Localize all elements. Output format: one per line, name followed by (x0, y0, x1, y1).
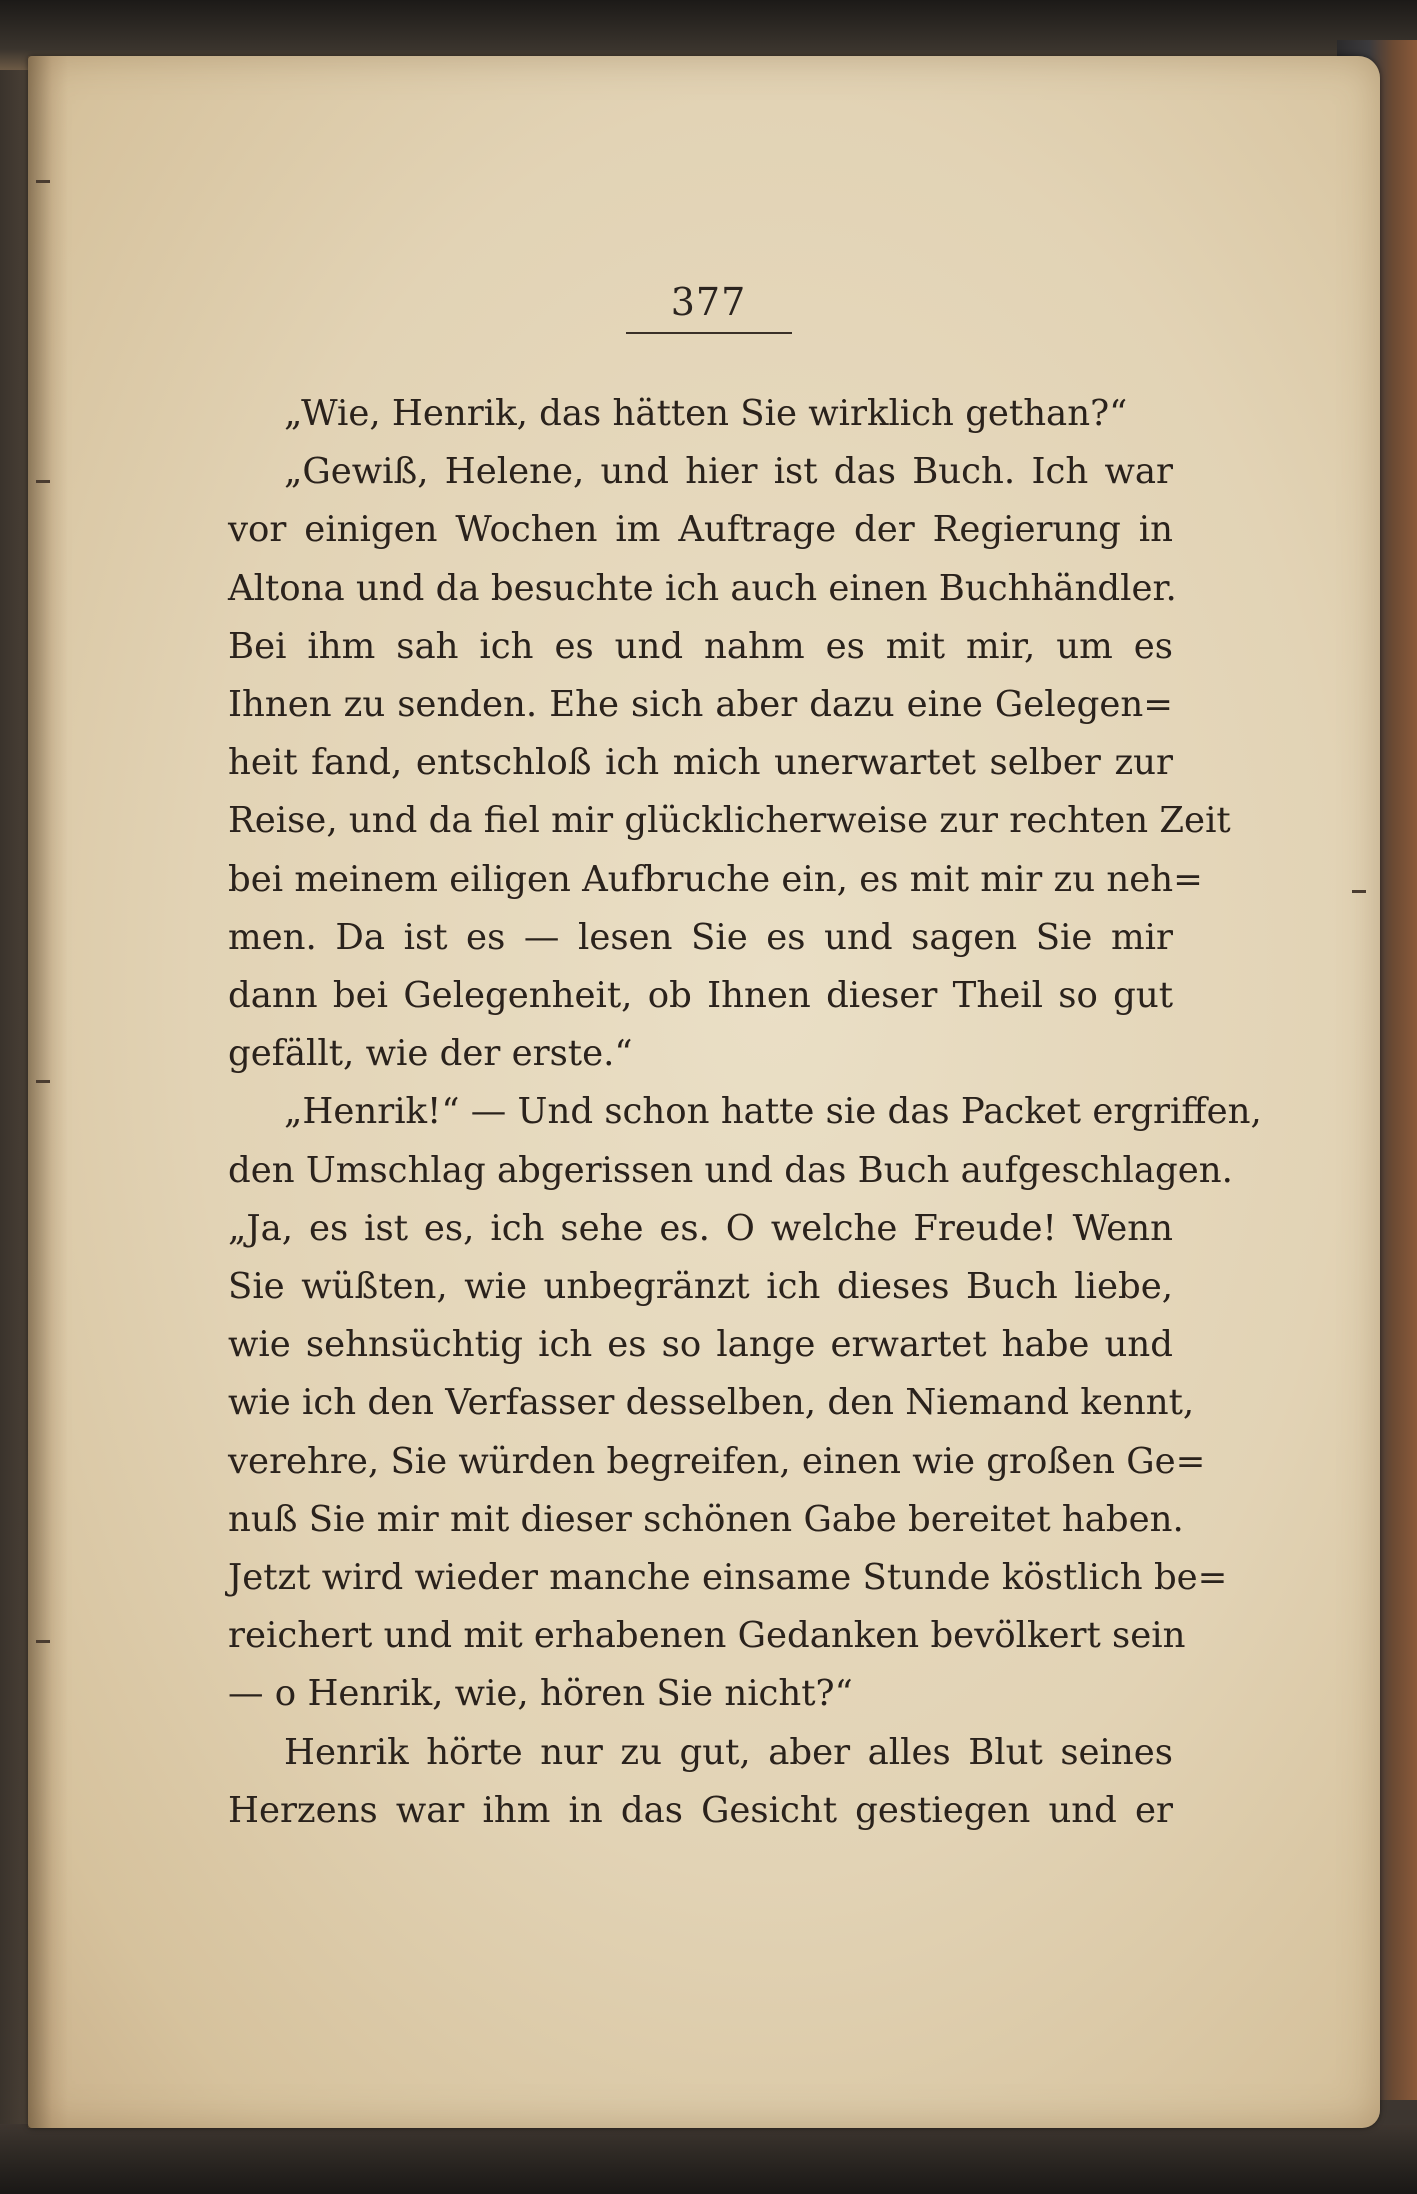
text-line: Ihnen zu senden. Ehe sich aber dazu eine Gelegen= (228, 684, 1173, 726)
edge-mark (1352, 890, 1366, 893)
text-line: gefällt, wie der erste.“ (228, 1033, 633, 1075)
text-line: — o Henrik, wie, hören Sie nicht?“ (228, 1673, 853, 1715)
edge-mark (36, 1080, 50, 1083)
text-line: Reise, und da fiel mir glücklicherweise zur rechten Zeit (228, 800, 1231, 842)
text-line: nuß Sie mir mit dieser schönen Gabe bereitet haben. (228, 1498, 1184, 1540)
text-line: „Gewiß, Helene, und hier ist das Buch. Ich war (284, 451, 1173, 493)
text-line: Jetzt wird wieder manche einsame Stunde köstlich be= (228, 1557, 1228, 1599)
text-line: Altona und da besuchte ich auch einen Buchhändler. (228, 567, 1177, 609)
text-line: Henrik hörte nur zu gut, aber alles Blut seines (284, 1731, 1173, 1773)
text-line: „Wie, Henrik, das hätten Sie wirklich gethan?“ (284, 393, 1128, 434)
edge-mark (36, 1640, 50, 1643)
text-line: wie ich den Verfasser desselben, den Niemand kennt, (228, 1382, 1195, 1424)
text-line: bei meinem eiligen Aufbruche ein, es mit mir zu neh= (228, 858, 1203, 900)
text-line: „Henrik!“ — Und schon hatte sie das Packet ergriffen, (284, 1091, 1262, 1133)
edge-mark (36, 480, 50, 483)
text-line: Sie wüßten, wie unbegränzt ich dieses Buch liebe, (228, 1266, 1173, 1308)
text-line: reichert und mit erhabenen Gedanken bevölkert sein (228, 1615, 1186, 1657)
text-line: Herzens war ihm in das Gesicht gestiegen und er (228, 1789, 1173, 1831)
text-line: dann bei Gelegenheit, ob Ihnen dieser Theil so gut (228, 975, 1173, 1017)
text-line: vor einigen Wochen im Auftrage der Regierung in (228, 509, 1173, 551)
page-text (228, 385, 1262, 1840)
page-header (0, 280, 1417, 334)
book-cover-bottom-edge (0, 2124, 1417, 2194)
text-line: men. Da ist es — lesen Sie es und sagen Sie mir (228, 916, 1173, 958)
text-line: heit fand, entschloß ich mich unerwartet selber zur (228, 742, 1173, 784)
text-line: den Umschlag abgerissen und das Buch aufgeschlagen. (228, 1149, 1233, 1191)
text-line: „Ja, es ist es, ich sehe es. O welche Freude! Wenn (228, 1207, 1173, 1249)
text-line: verehre, Sie würden begreifen, einen wie großen Ge= (228, 1440, 1206, 1482)
text-line: Bei ihm sah ich es und nahm es mit mir, um es (228, 625, 1173, 667)
edge-mark (36, 180, 50, 183)
page-gutter-shadow (28, 56, 68, 2128)
text-line: wie sehnsüchtig ich es so lange erwartet habe und (228, 1324, 1173, 1366)
page-number: 377 (626, 280, 792, 334)
